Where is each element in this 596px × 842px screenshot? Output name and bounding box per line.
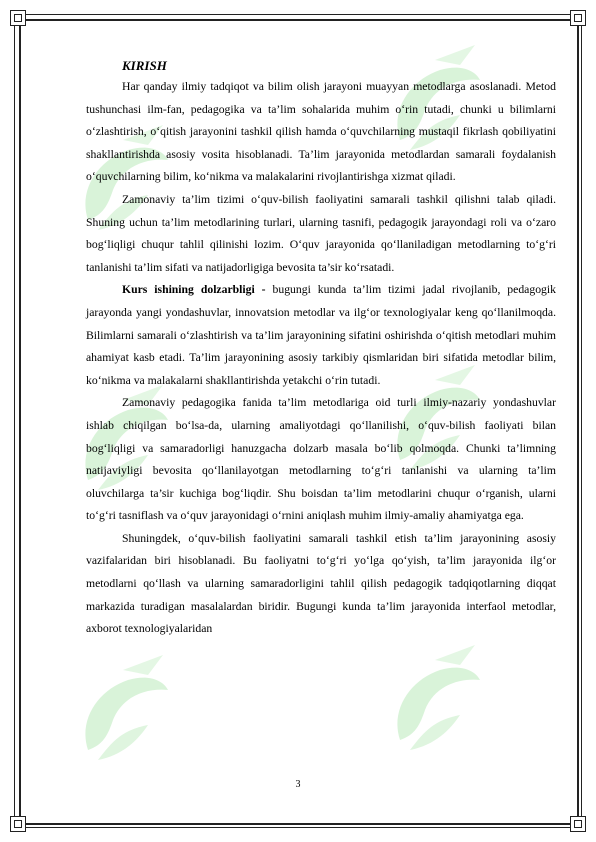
paragraph <box>86 392 556 528</box>
corner-ornament <box>570 10 586 26</box>
paragraph-lead: Kurs ishining dolzarbligi - <box>122 283 266 297</box>
corner-ornament <box>570 816 586 832</box>
section-heading: KIRISH <box>122 58 167 73</box>
paragraph-text: Har qanday ilmiy tadqiqot va bilim olish jarayoni muayyan metodlarga asoslanadi. Metod tushunchasi ilm-fan, pedagogika va ta’lim sohalarida muhim o‘rin tutadi, chunki u bilimlarni o‘zlashtirish, o‘qitish jarayonini tashkil qilish hamda o‘quvchilarning mustaqil fikrlash qobiliyatini shakllantirishda asosiy vosita hisoblanadi. Ta’lim jarayonida metodlardan samarali foydalanish o‘quvchilarning bilim, ko‘nikma va malakalarini rivojlantirishga xizmat qiladi. <box>86 80 556 184</box>
paragraph-text: Zamonaviy pedagogika fanida ta’lim metodlariga oid turli ilmiy-nazariy yondashuvlar ishlab chiqilgan bo‘lsa-da, ularning amaliyotdagi qo‘llanilishi, o‘quv-bilish faoliyati bilan bog‘liqligi va samaradorligi hanuzgacha dolzarb masala bo‘lib qolmoqda. Chunki ta’limning natijaviyligi bevosita qo‘llanilayotgan metodlarning to‘g‘ri tanlanishi va ularning ta’lim oluvchilarga ta’sir kuchiga bog‘liqdir. Shu boisdan ta’lim metodlarini chuqur o‘rganish, ularni to‘g‘ri tasniflash va o‘quv jarayonidagi o‘rnini aniqlash muhim ilmiy-amaliy ahamiyatga ega. <box>86 396 556 523</box>
paragraph <box>86 76 556 189</box>
paragraph-text: Zamonaviy ta’lim tizimi o‘quv-bilish faoliyatini samarali tashkil qilishni talab qiladi. Shuning uchun ta’lim metodlarining turlari, ularning tasnifi, pedagogik jarayondagi roli va o‘zaro bog‘liqligi chuqur tahlil qilinishi lozim. O‘quv jarayonida qo‘llaniladigan metodlarning to‘g‘ri tanlanishi ta’lim sifati va natijadorligiga bevosita ta’sir ko‘rsatadi. <box>86 192 556 274</box>
corner-ornament <box>10 816 26 832</box>
paragraph <box>86 528 556 641</box>
document-body <box>86 56 556 641</box>
page-number: 3 <box>295 779 301 790</box>
paragraph-text: Shuningdek, o‘quv-bilish faoliyatini samarali tashkil etish ta’lim jarayonining asosiy vazifalaridan biri hisoblanadi. Bu faoliyatni to‘g‘ri yo‘lga qo‘yish, ta’lim jarayonida ilg‘or metodlarni qo‘llash va ularning samaradorligini tahlil qilish pedagogik tadqiqotlarning diqqat markazida turadigan masalalardan biridir. Bugungi kunda ta’lim jarayonida interfaol metodlar, axborot texnologiyalaridan <box>86 531 556 636</box>
corner-ornament <box>10 10 26 26</box>
paragraph <box>86 189 556 279</box>
paragraph <box>86 279 556 392</box>
paragraph-text: bugungi kunda ta’lim tizimi jadal rivojlanib, pedagogik jarayonda yangi yondashuvlar, innovatsion metodlar va ilg‘or texnologiyalar keng qo‘llanilmoqda. Bilimlarni samarali o‘zlashtirish va ta’lim jarayonining sifatini oshirishda o‘qitish metodlari muhim ahamiyat kasb etadi. Ta’lim jarayonining asosiy tarkibiy qismlaridan biri sifatida metodlar bilim, ko‘nikma va malakalarni shakllantirishda yetakchi o‘rin tutadi. <box>86 283 556 387</box>
